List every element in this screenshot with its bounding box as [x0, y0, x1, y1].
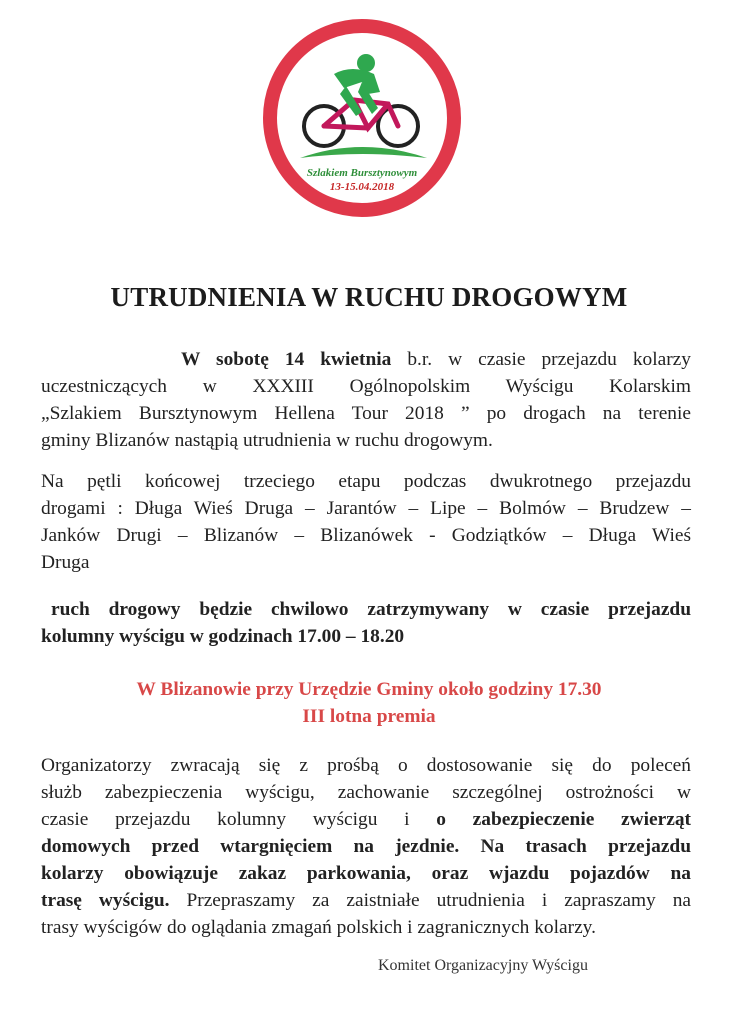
sprint-premium-notice — [0, 676, 738, 730]
paragraph-traffic-stop — [41, 596, 691, 650]
red-notice-line2: III lotna premia — [302, 706, 436, 727]
para5-line6: trasę wyścigu. Przepraszamy za zaistniałe utrudnienia i zapraszamy na — [41, 890, 692, 911]
logo-name: Szlakiem Bursztynowym — [306, 167, 418, 179]
para3-line1: ruch drogowy będzie chwilowo zatrzymywany w czasie przejazdu — [51, 599, 691, 620]
signature: Komitet Organizacyjny Wyścigu — [378, 957, 588, 974]
red-notice-line1: W Blizanowie przy Urzędzie Gminy około godziny 17.30 — [136, 679, 602, 700]
race-logo — [262, 8, 462, 228]
para1-line3: „Szlakiem Bursztynowym Hellena Tour 2018 ” po drogach na terenie — [41, 403, 691, 424]
para2-line4: Druga — [41, 552, 90, 573]
green-swoosh — [300, 147, 427, 158]
para5-line3: czasie przejazdu kolumny wyścigu i o zabezpieczenie zwierząt — [41, 809, 691, 830]
paragraph-organizers-request — [41, 752, 691, 941]
bike-frame — [324, 100, 398, 128]
para5-line4: domowych przed wtargnięciem na jezdnie. Na trasach przejazdu — [41, 836, 691, 857]
para2-line1: Na pętli końcowej trzeciego etapu podczas dwukrotnego przejazdu — [41, 471, 691, 492]
logo-dates: 13-15.04.2018 — [329, 181, 395, 193]
para3-line2: kolumny wyścigu w godzinach 17.00 – 18.20 — [41, 626, 405, 647]
para5-line5: kolarzy obowiązuje zakaz parkowania, oraz wjazdu pojazdów na — [41, 863, 691, 884]
page-title: UTRUDNIENIA W RUCHU DROGOWYM — [110, 282, 628, 312]
para1-line2: uczestniczących w XXXIII Ogólnopolskim Wyścigu Kolarskim — [41, 376, 691, 397]
para5-line2: służb zabezpieczenia wyścigu, zachowanie szczególnej ostrożności w — [41, 782, 691, 803]
para1-line1: W sobotę 14 kwietnia b.r. w czasie przejazdu kolarzy — [181, 349, 691, 370]
para5-line7: trasy wyścigów do oglądania zmagań polskich i zagranicznych kolarzy. — [41, 917, 596, 938]
para5-line1: Organizatorzy zwracają się z prośbą o dostosowanie się do poleceń — [41, 755, 691, 776]
paragraph-announcement — [41, 346, 691, 454]
para1-line4: gminy Blizanów nastąpią utrudnienia w ruchu drogowym. — [41, 430, 493, 451]
para2-line3: Janków Drugi – Blizanów – Blizanówek - Godziątków – Długa Wieś — [41, 525, 691, 546]
paragraph-route — [41, 468, 691, 576]
race-logo-graphic — [262, 8, 462, 228]
para1-date: W sobotę 14 kwietnia — [181, 349, 392, 370]
cyclist-icon — [334, 54, 380, 116]
para2-line2: drogami : Długa Wieś Druga – Jarantów – Lipe – Bolmów – Brudzew – — [41, 498, 691, 519]
